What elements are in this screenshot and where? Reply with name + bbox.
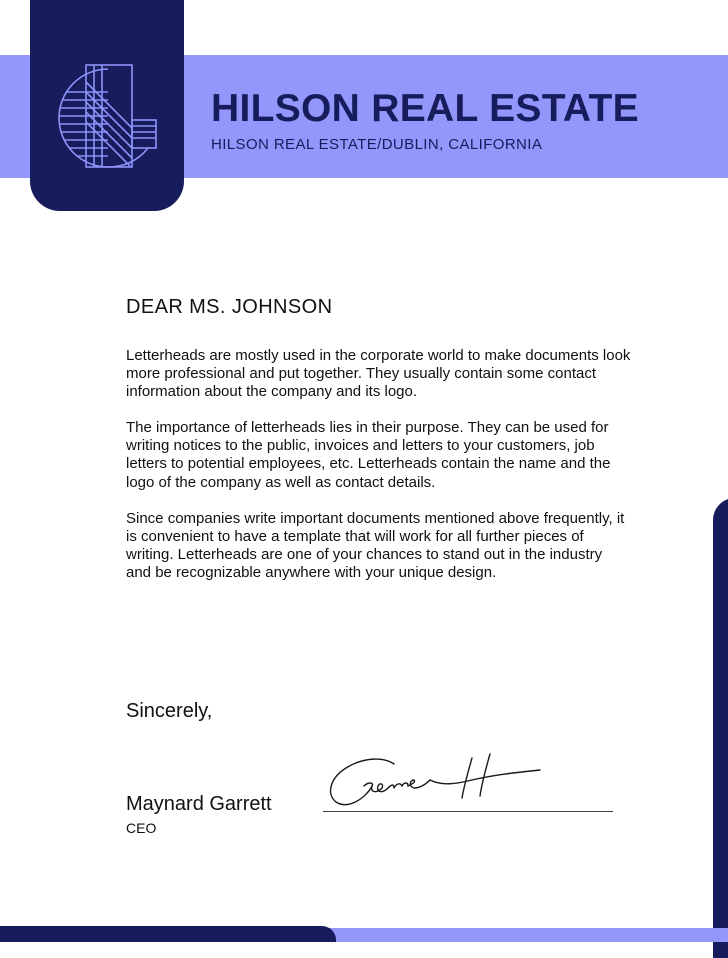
body-paragraph: The importance of letterheads lies in their purpose. They can be used for writing notices to the public, invoices and letters to your customers, job letters to potential employees, etc. Letterheads contain the name and the logo of the company as well as contact details. xyxy=(126,419,611,491)
signature-line xyxy=(323,811,613,812)
signature xyxy=(322,752,544,810)
building-logo-icon xyxy=(52,62,164,170)
company-subtitle: HILSON REAL ESTATE/DUBLIN, CALIFORNIA xyxy=(211,136,543,153)
body-paragraph: Since companies write important documents mentioned above frequently, it is convenient to have a template that will work for all further pieces of writing. Letterheads are one of your chances to stand out in the industry and be recognizable anywhere with your unique design. xyxy=(126,509,625,581)
bottom-decor-light xyxy=(300,928,728,942)
bottom-decor-dark xyxy=(0,926,336,942)
right-decor-bar xyxy=(713,498,728,958)
closing: Sincerely, xyxy=(126,700,213,722)
salutation: DEAR MS. JOHNSON xyxy=(126,296,333,318)
signer-name: Maynard Garrett xyxy=(126,793,272,815)
body-paragraph: Letterheads are mostly used in the corporate world to make documents look more professional and put together. They usually contain some contact information about the company and its logo. xyxy=(126,347,631,401)
signer-title: CEO xyxy=(126,820,157,836)
logo-tab xyxy=(30,0,184,211)
company-name: HILSON REAL ESTATE xyxy=(211,87,639,130)
letter-body xyxy=(126,347,631,600)
